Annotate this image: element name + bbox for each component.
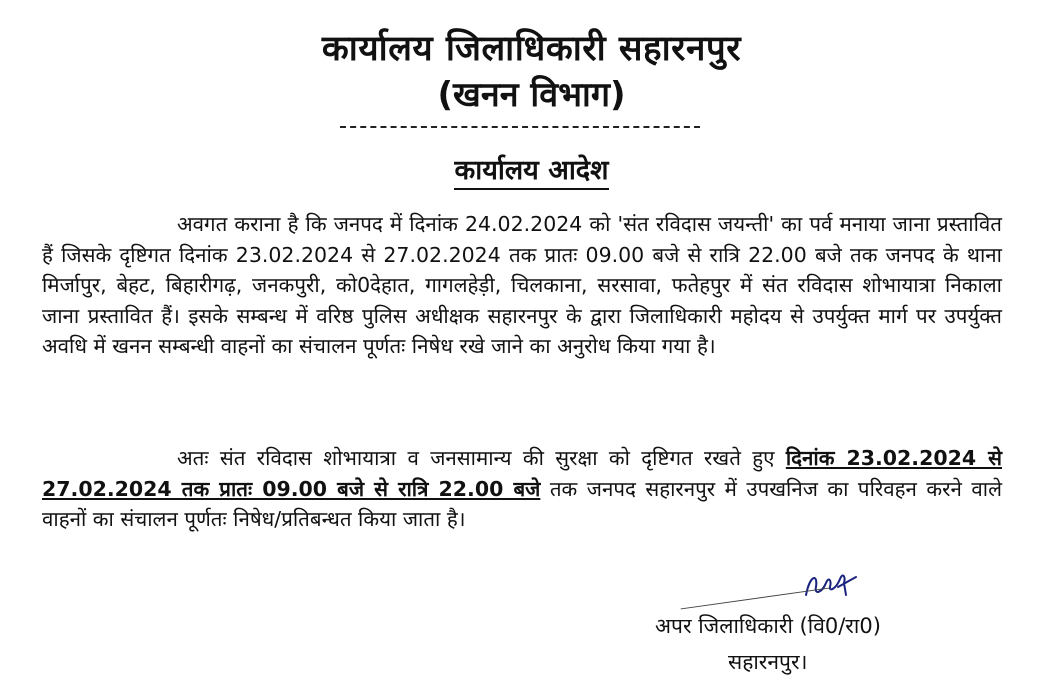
department-title: (खनन विभाग) — [437, 75, 626, 115]
signatory-place: सहारनपुर। — [728, 650, 808, 674]
paragraph-2 — [42, 443, 1002, 535]
paragraph-2-part2: तक जनपद सहारनपुर में उपखनिज का परिवहन करने वाले वाहनों का संचालन पूर्णतः निषेध/प्रतिबन्धत किया जाता है। — [42, 476, 1002, 531]
signatory-designation: अपर जिलाधिकारी (वि0/रा0) — [655, 614, 881, 638]
paragraph-2-part1: अतः संत रविदास शोभायात्रा व जनसामान्य की सुरक्षा को दृष्टिगत रखते हुए — [177, 446, 786, 470]
paragraph-1: अवगत कराना है कि जनपद में दिनांक 24.02.2024 को 'संत रविदास जयन्ती' का पर्व मनाया जाना प्रस्तावित हैं जिसके दृष्टिगत दिनांक 23.02.2024 से 27.02.2024 तक प्रातः 09.00 बजे से रात्रि 22.00 बजे तक जनपद के थाना मिर्जापुर, बेहट, बिहारीगढ़, जनकपुरी, को0देहात, गागलहेड़ी, चिलकाना, सरसावा, फतेहपुर में संत रविदास शोभायात्रा निकाला जाना प्रस्तावित हैं। इसके सम्बन्ध में वरिष्ठ पुलिस अधीक्षक सहारनपुर के द्वारा जिलाधिकारी महोदय से उपर्युक्त मार्ग पर उपर्युक्त अवधि में खनन सम्बन्धी वाहनों का संचालन पूर्णतः निषेध रखे जाने का अनुरोध किया गया है। — [42, 212, 1002, 358]
office-title: कार्यालय जिलाधिकारी सहारनपुर — [321, 29, 742, 69]
order-heading-text: कार्यालय आदेश — [454, 155, 608, 190]
signature-icon — [800, 565, 860, 605]
header-divider — [340, 126, 700, 128]
order-heading — [0, 150, 1063, 187]
paragraph-2-emphasis: दिनांक 23.02.2024 से 27.02.2024 तक प्रातः 09.00 बजे से रात्रि 22.00 बजे — [42, 446, 1002, 501]
